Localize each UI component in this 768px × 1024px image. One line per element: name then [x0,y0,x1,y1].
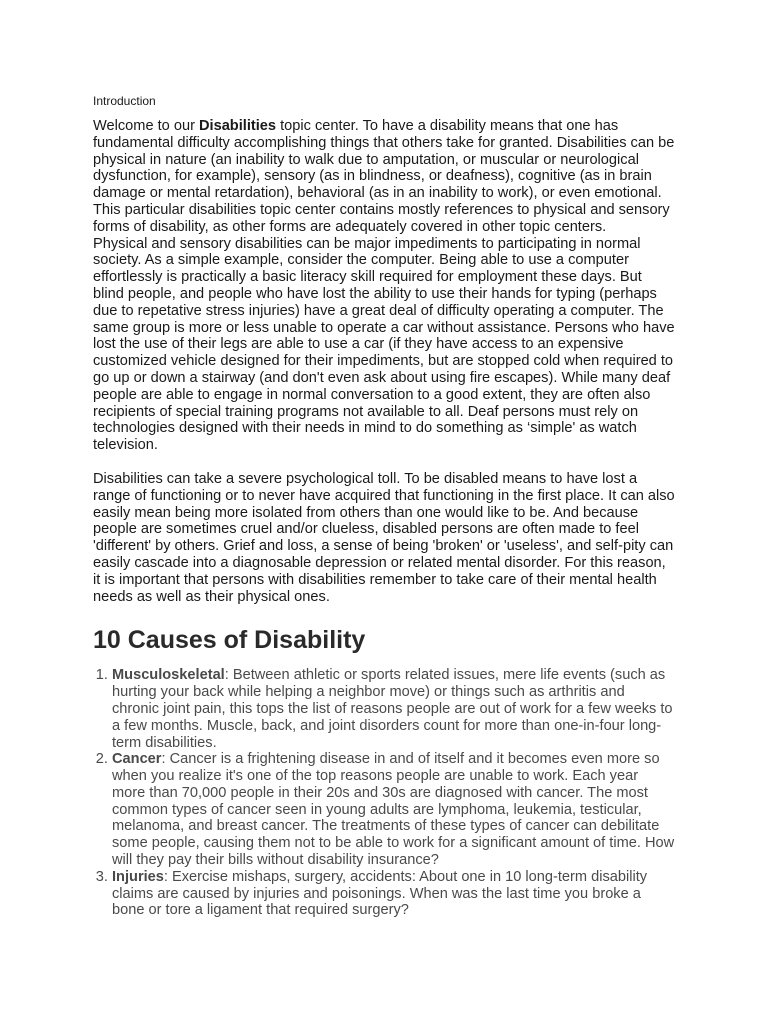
causes-list [93,667,675,919]
cause-separator: : [224,667,233,684]
list-item [112,869,675,919]
cause-separator: : [161,751,170,768]
list-item [112,751,675,869]
cause-description: Exercise mishaps, surgery, accidents: About one in 10 long-term disability claims are caused by injuries and poisonings. When was the last time you broke a bone or tore a ligament that required surgery? [112,868,648,919]
cause-title: Injuries [112,868,164,885]
intro-paragraph-1 [93,118,675,236]
causes-heading: 10 Causes of Disability [93,626,366,655]
paragraph-lead: Welcome to our [93,118,199,134]
intro-paragraph-3: Disabilities can take a severe psychological toll. To be disabled means to have lost a range of functioning or to never have acquired that functioning in the first place. It can also easily mean being more isolated from others than one would like to be. And because people are sometimes cruel and/or clueless, disabled persons are often made to feel 'different' by others. Grief and loss, a sense of being 'broken' or 'useless', and self-pity can easily cascade into a diagnosable depression or related mental disorder. For this reason, it is important that persons with disabilities remember to take care of their mental health needs as well as their physical ones. [93,470,675,605]
cause-title: Cancer [112,751,162,768]
cause-description: Between athletic or sports related issues, mere life events (such as hurting your back while helping a neighbor move) or things such as arthritis and chronic joint pain, this tops the list of reasons people are out of work for a few weeks to a few months. Muscle, back, and joint disorders count for more than one-in-four long-term disabilities. [112,667,673,751]
list-item [112,667,675,751]
intro-paragraph-2: Physical and sensory disabilities can be major impediments to participating in normal society. As a simple example, consider the computer. Being able to use a computer effortlessly is practically a basic literacy skill required for employment these days. But blind people, and people who have lost the ability to use their hands for typing (perhaps due to repetative stress injuries) have a great deal of difficulty operating a computer. The same group is more or less unable to operate a car without assistance. Persons who have lost the use of their legs are able to use a car (if they have access to an expensive customized vehicle designed for their impediments, but are stopped cold when required to go up or down a stairway (and don't even ask about using fire escapes). While many deaf people are able to engage in normal conversation to a good extent, they are often also recipients of special training programs not available to all. Deaf persons must rely on technologies designed with their needs in mind to do something as ‘simple' as watch television. [93,235,675,454]
document-page [93,94,675,919]
cause-title: Musculoskeletal [112,667,225,684]
section-label: Introduction [93,94,156,108]
topic-keyword: Disabilities [198,118,277,134]
paragraph-spacer [93,454,675,471]
cause-separator: : [163,868,173,885]
cause-description: Cancer is a frightening disease in and of itself and it becomes even more so when you realize it's one of the top reasons people are unable to work. Each year more than 70,000 people in their 20s and 30s are diagnosed with cancer. The most common types of cancer seen in young adults are lymphoma, leukemia, testicular, melanoma, and breast cancer. The treatments of these types of cancer can debilitate some people, causing them not to be able to work for a significant amount of time. How will they pay their bills without disability insurance? [112,751,675,869]
paragraph-rest: topic center. To have a disability means that one has fundamental difficulty accomplishing things that others take for granted. Disabilities can be physical in nature (an inability to walk due to amputation, or muscular or neurological dysfunction, for example), sensory (as in blindness, or deafness), cognitive (as in brain damage or mental retardation), behavioral (as in an inability to work), or even emotional. This particular disabilities topic center contains mostly references to physical and sensory forms of disability, as other forms are adequately covered in other topic centers. [93,118,675,235]
